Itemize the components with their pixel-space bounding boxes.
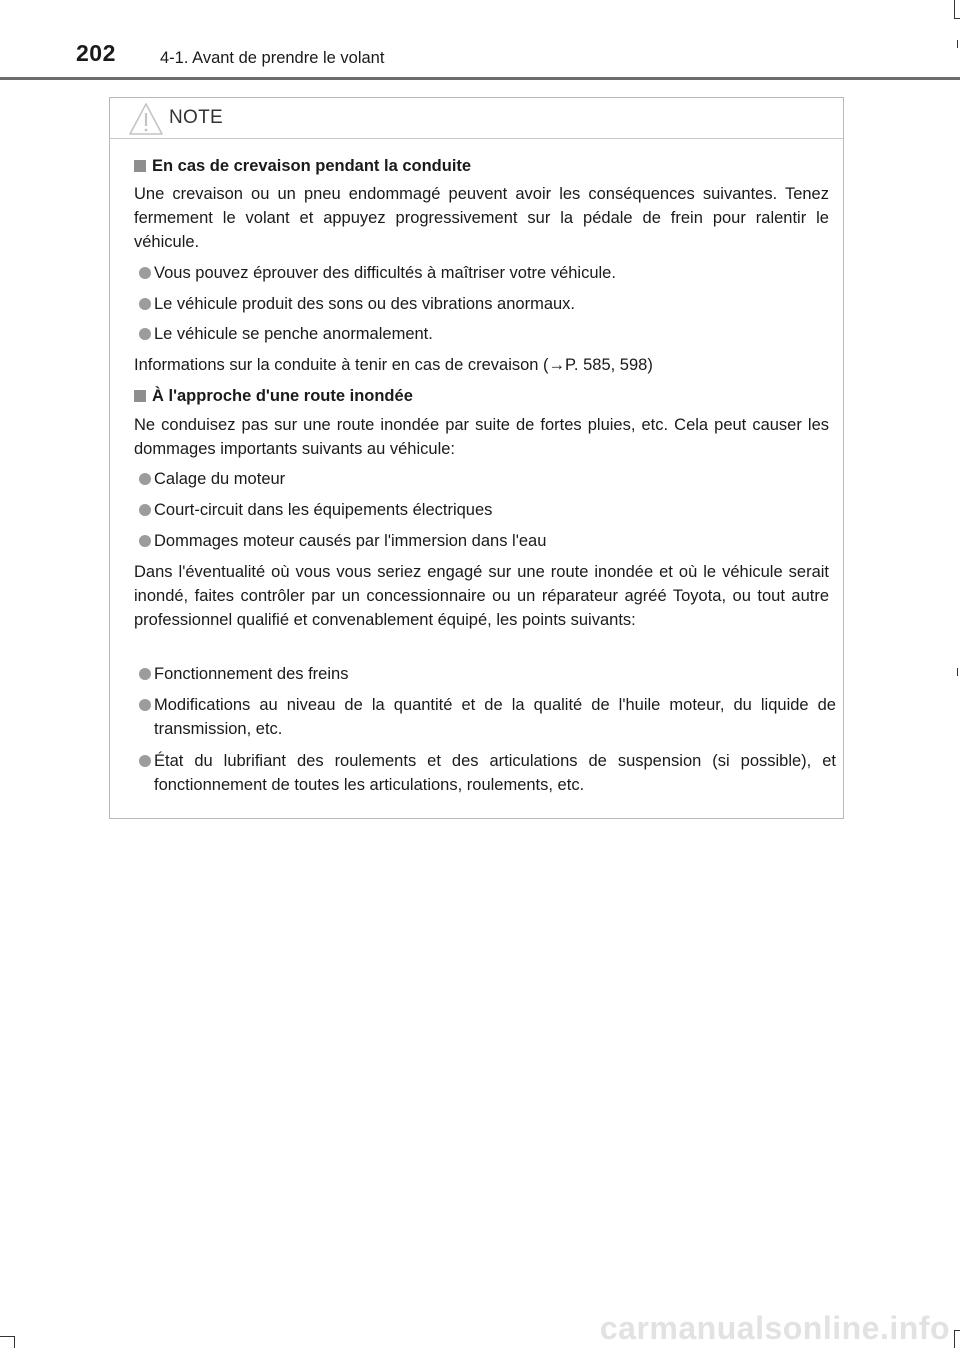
list-item bbox=[134, 322, 836, 346]
paragraph: Informations sur la conduite à tenir en cas de crevaison (→P. 585, 598) bbox=[134, 356, 653, 374]
paragraph: Une crevaison ou un pneu endommagé peuvent avoir les conséquences suivantes. Tenez fermement le volant et appuyez progressivement sur la pédale de frein pour ralentir le véhicule. bbox=[134, 185, 829, 251]
note-label: NOTE bbox=[169, 107, 223, 128]
round-bullet-icon bbox=[139, 267, 151, 279]
list-item bbox=[134, 693, 836, 741]
crop-mark bbox=[954, 1330, 960, 1331]
list-item-text: Dommages moteur causés par l'immersion dans l'eau bbox=[154, 532, 547, 550]
list-item-text: Calage du moteur bbox=[154, 470, 286, 488]
list-item bbox=[134, 467, 836, 491]
round-bullet-icon bbox=[139, 755, 151, 767]
crop-mark bbox=[14, 1336, 15, 1348]
list-item bbox=[134, 529, 836, 553]
watermark: carmanualsonline.info bbox=[599, 1310, 950, 1346]
section-heading-text: À l'approche d'une route inondée bbox=[152, 387, 413, 405]
section-heading-text: En cas de crevaison pendant la conduite bbox=[152, 157, 472, 175]
list-item-text: Le véhicule produit des sons ou des vibrations anormaux. bbox=[154, 295, 575, 313]
list-item-text: Le véhicule se penche anormalement. bbox=[154, 325, 433, 343]
crop-mark bbox=[957, 668, 958, 676]
round-bullet-icon bbox=[139, 328, 151, 340]
list-item-text: État du lubrifiant des roulements et des articulations de suspension (si possible), et fonctionnement de toutes les articulations, roulements, etc. bbox=[154, 752, 836, 794]
list-item-text: Fonctionnement des freins bbox=[154, 665, 349, 683]
crop-mark bbox=[954, 1330, 955, 1348]
list-item bbox=[134, 662, 836, 686]
page-number: 202 bbox=[76, 40, 116, 66]
round-bullet-icon bbox=[139, 699, 151, 711]
header-divider bbox=[0, 77, 960, 80]
round-bullet-icon bbox=[139, 668, 151, 680]
list-item bbox=[134, 749, 836, 797]
round-bullet-icon bbox=[139, 473, 151, 485]
paragraph: Dans l'éventualité où vous vous seriez engagé sur une route inondée et où le véhicule serait inondé, faites contrôler par un concessionnaire ou un réparateur agréé Toyota, ou tout autre professionnel qualifié et convenablement équipé, les points suivants: bbox=[134, 563, 829, 629]
list-item bbox=[134, 261, 836, 285]
list-item bbox=[134, 292, 836, 316]
round-bullet-icon bbox=[139, 504, 151, 516]
list-item-text: Court-circuit dans les équipements électriques bbox=[154, 501, 493, 519]
crop-mark bbox=[0, 1336, 14, 1337]
page-header bbox=[0, 0, 960, 80]
note-box bbox=[109, 97, 844, 819]
square-bullet-icon bbox=[134, 390, 146, 402]
round-bullet-icon bbox=[139, 298, 151, 310]
paragraph: Ne conduisez pas sur une route inondée par suite de fortes pluies, etc. Cela peut causer les dommages importants suivants au véhicule: bbox=[134, 416, 829, 458]
list-item-text: Modifications au niveau de la quantité et de la qualité de l'huile moteur, du liquide de transmission, etc. bbox=[154, 696, 836, 738]
note-header bbox=[110, 98, 843, 139]
round-bullet-icon bbox=[139, 535, 151, 547]
list-item bbox=[134, 498, 836, 522]
square-bullet-icon bbox=[134, 160, 146, 172]
list-item-text: Vous pouvez éprouver des difficultés à maîtriser votre véhicule. bbox=[154, 264, 616, 282]
section-title: 4-1. Avant de prendre le volant bbox=[160, 49, 385, 67]
